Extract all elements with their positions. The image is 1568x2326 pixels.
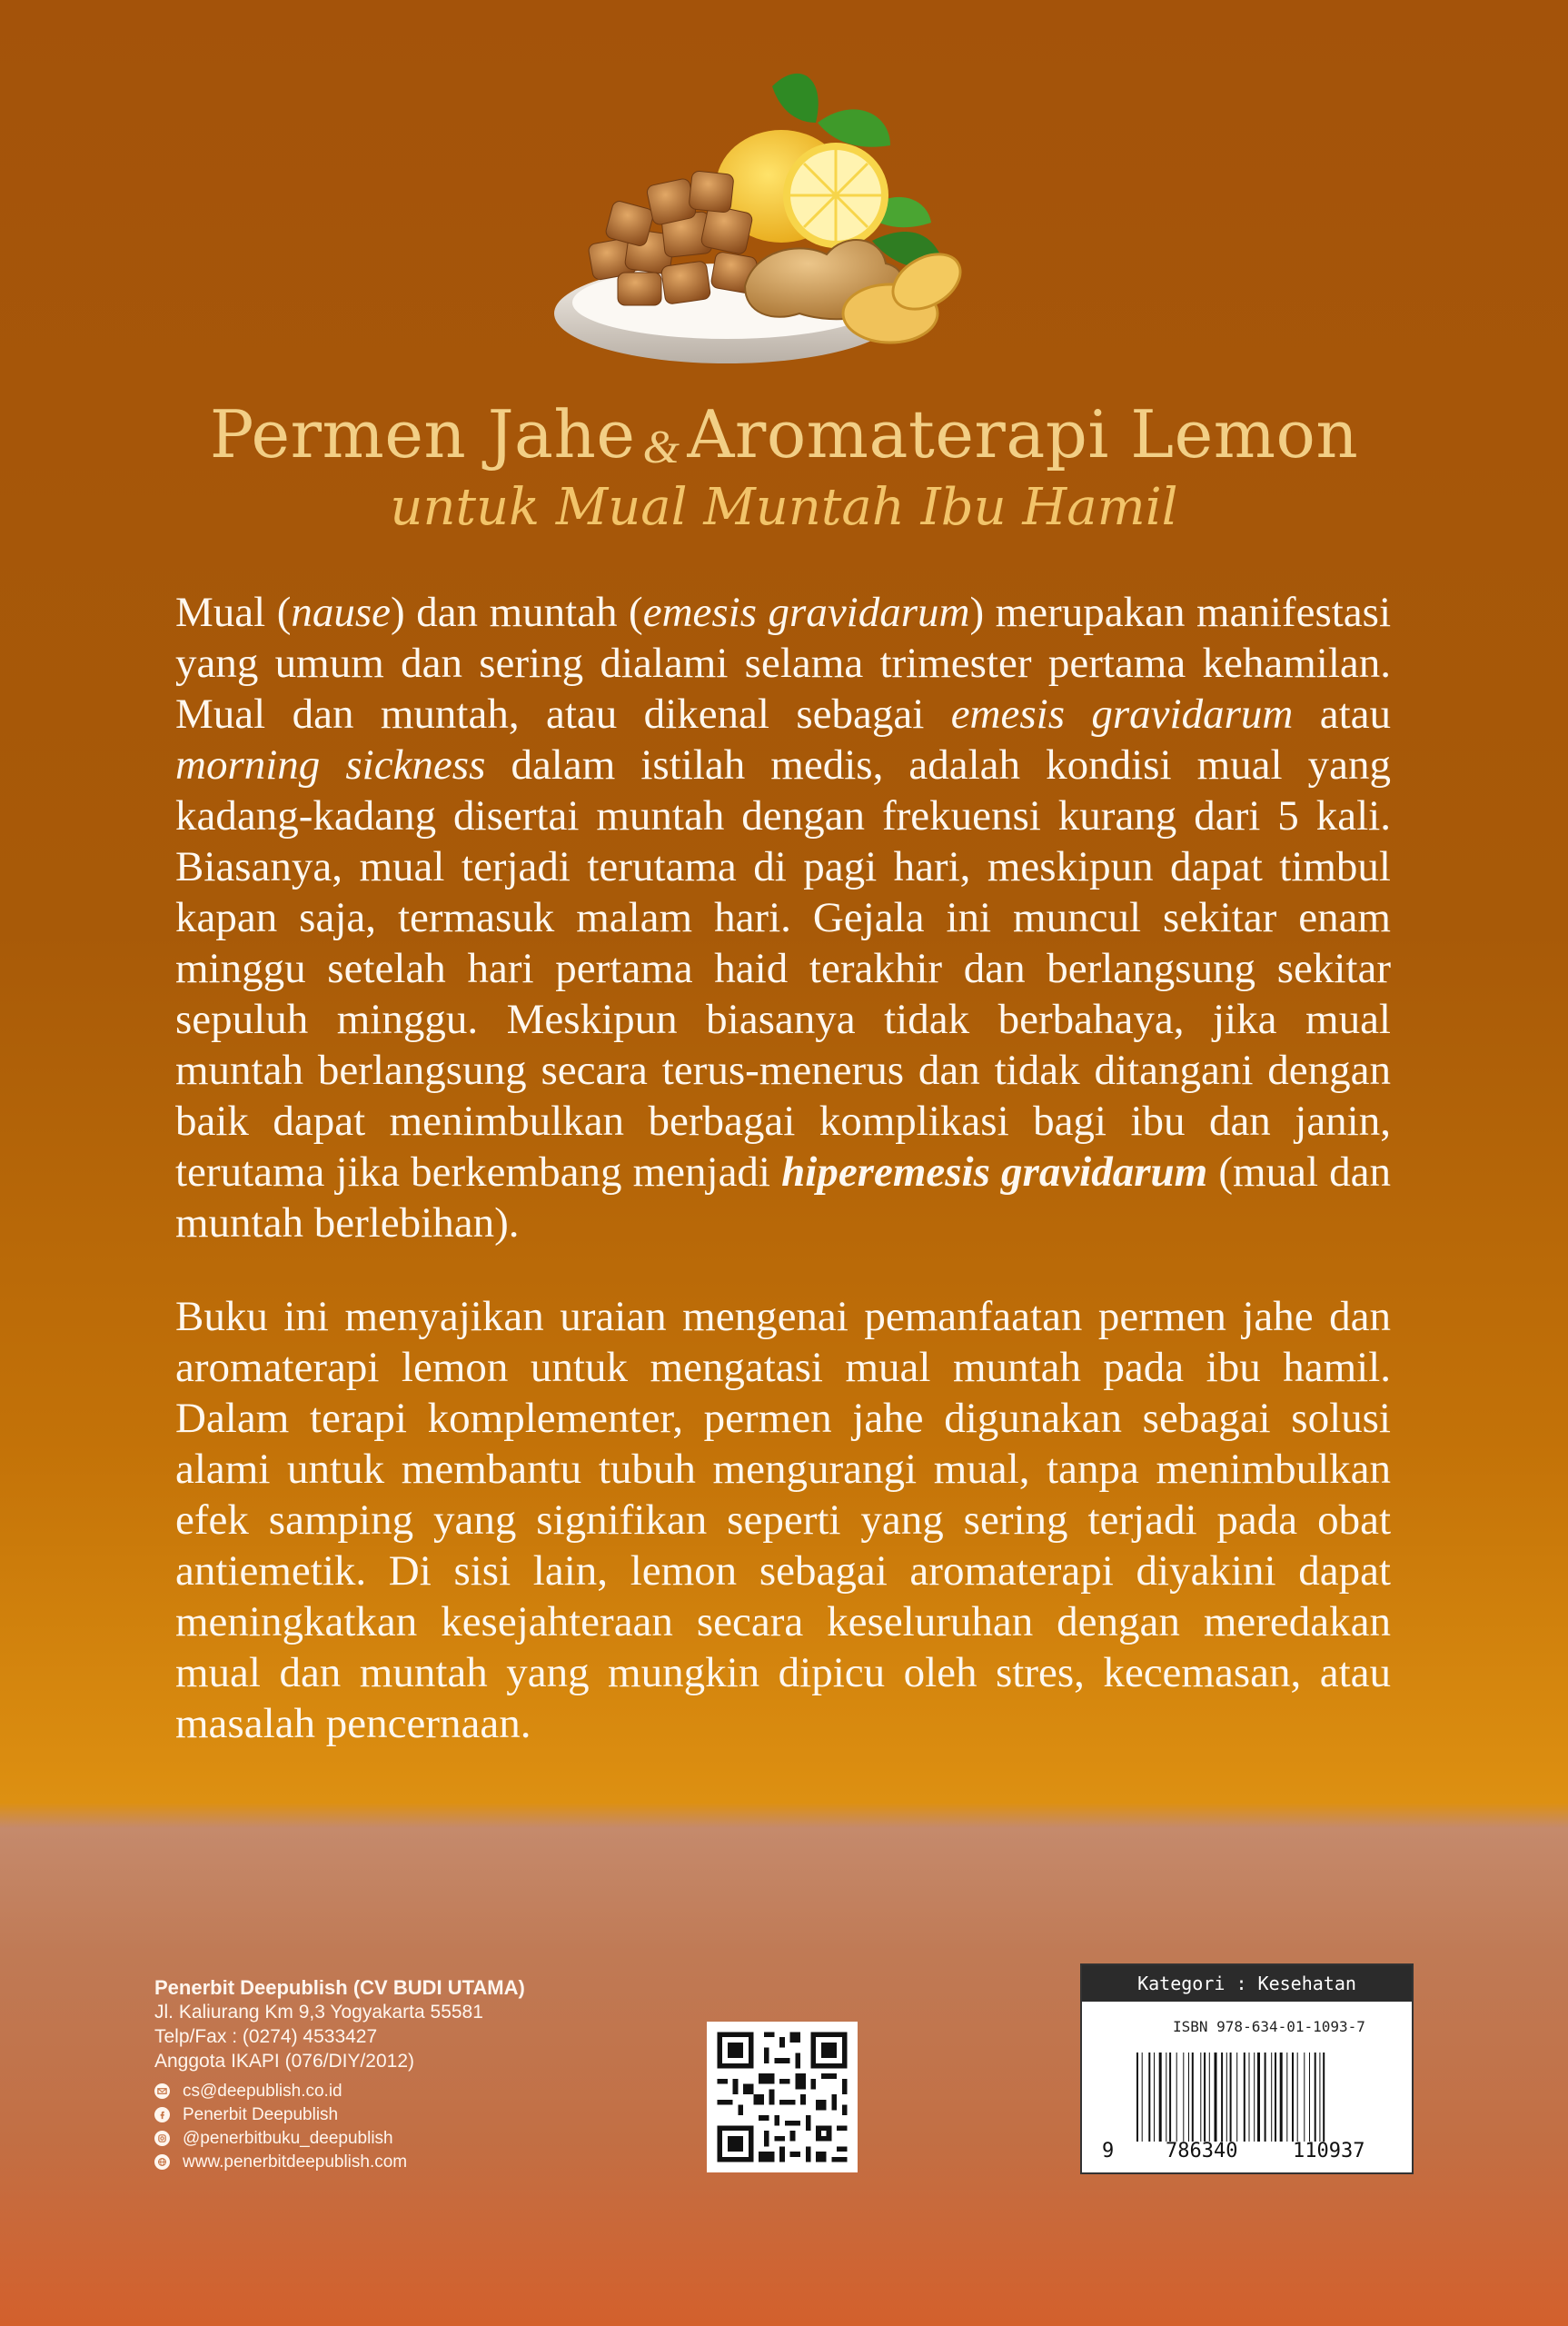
barcode-bar	[1319, 2053, 1320, 2142]
barcode-bar	[1309, 2053, 1310, 2142]
barcode-bar	[1230, 2053, 1232, 2142]
barcode-bar	[1200, 2053, 1201, 2142]
barcode-bar	[1304, 2053, 1305, 2142]
publisher-address: Jl. Kaliurang Km 9,3 Yogyakarta 55581	[154, 2002, 483, 2023]
contact-instagram	[154, 2126, 525, 2150]
instagram-icon	[154, 2131, 170, 2146]
paragraph-1-segment: hiperemesis gravidarum	[781, 1148, 1208, 1196]
barcode-bar	[1209, 2053, 1210, 2142]
instagram-text: @penerbitbuku_deepublish	[183, 2128, 393, 2148]
contact-facebook	[154, 2102, 525, 2126]
barcode-bar	[1236, 2053, 1237, 2142]
paragraph-1-segment: ) merupakan manifestasi yang umum dan sering dialami selama trimester pertama kehamilan. Mual dan muntah, atau dikenal sebagai	[175, 589, 1391, 738]
facebook-icon	[154, 2107, 170, 2122]
globe-icon	[154, 2154, 170, 2170]
title-subtitle: untuk Mual Muntah Ibu Hamil	[390, 478, 1178, 537]
barcode-bar	[1188, 2053, 1189, 2142]
barcode-bar	[1315, 2053, 1316, 2142]
barcode-digits-left: 786340	[1166, 2140, 1238, 2162]
isbn-number: ISBN 978-634-01-1093-7	[1173, 2018, 1365, 2035]
synopsis-paragraph-2: Buku ini menyajikan uraian mengenai pemanfaatan permen jahe dan aromaterapi lemon untuk mengatasi mual muntah pada ibu hamil. Dalam terapi komplementer, permen jahe digunakan sebagai solusi alami untuk membantu tubuh mengurangi mual, tanpa menimbulkan efek samping yang signifikan seperti yang sering terjadi pada obat antiemetik. Di sisi lain, lemon sebagai aromaterapi diyakini dapat meningkatkan kesejahteraan secara keseluruhan dengan meredakan mual dan muntah yang mungkin dipicu oleh stres, kecemasan, atau masalah pencernaan.	[175, 1293, 1391, 1747]
barcode-bar	[1215, 2053, 1217, 2142]
barcode-icon	[1136, 2053, 1382, 2142]
barcode-bar	[1292, 2053, 1294, 2142]
barcode-bar	[1254, 2053, 1255, 2142]
publisher-membership: Anggota IKAPI (076/DIY/2012)	[154, 2051, 415, 2072]
ginger-lemon-illustration	[527, 59, 999, 395]
paragraph-1-segment: atau	[1293, 691, 1391, 738]
title-part2: Aromaterapi Lemon	[687, 396, 1359, 472]
barcode-bar	[1244, 2053, 1245, 2142]
barcode-bar	[1286, 2053, 1287, 2142]
barcode-bar	[1159, 2053, 1162, 2142]
paragraph-1-segment: dalam istilah medis, adalah kondisi mual yang kadang-kadang disertai muntah dengan frekuensi kurang dari 5 kali. Biasanya, mual terjadi terutama di pagi hari, meskipun dapat timbul kapan saja, termasuk malam hari. Gejala ini muncul sekitar enam minggu setelah hari pertama haid terakhir dan berlangsung sekitar sepuluh minggu. Meskipun biasanya tidak berbahaya, jika mual muntah berlangsung secara terus-menerus dan tidak ditangani dengan baik dapat menimbulkan berbagai komplikasi bagi ibu dan janin, terutama jika berkembang menjadi	[175, 741, 1391, 1196]
barcode-bar	[1323, 2053, 1325, 2142]
publisher-info	[154, 1975, 525, 2173]
barcode-bar	[1226, 2053, 1227, 2142]
email-icon	[154, 2083, 170, 2099]
isbn-barcode-box	[1080, 1963, 1414, 2174]
contact-email	[154, 2079, 525, 2102]
title-part1: Permen Jahe	[209, 396, 636, 472]
paragraph-1-segment: morning sickness	[175, 741, 486, 789]
barcode-bar	[1297, 2053, 1298, 2142]
paragraph-1-segment: nause	[291, 589, 392, 636]
title-main	[0, 391, 1568, 492]
barcode-bar	[1265, 2053, 1266, 2142]
category-label: Kategori : Kesehatan	[1082, 1965, 1412, 2002]
title-ampersand: &	[642, 422, 680, 473]
facebook-text: Penerbit Deepublish	[183, 2104, 339, 2124]
barcode-bar	[1148, 2053, 1150, 2142]
book-title	[0, 391, 1568, 537]
paragraph-1-segment: (mual dan muntah berlebihan).	[175, 1148, 1391, 1247]
barcode-bar	[1204, 2053, 1206, 2142]
publisher-name: Penerbit Deepublish (CV BUDI UTAMA)	[154, 1976, 525, 1999]
barcode-bar	[1154, 2053, 1155, 2142]
barcode-bar	[1192, 2053, 1194, 2142]
email-text: cs@deepublish.co.id	[183, 2081, 342, 2101]
barcode-bar	[1275, 2053, 1276, 2142]
barcode-bar	[1257, 2053, 1260, 2142]
paragraph-1-segment: emesis gravidarum	[950, 691, 1294, 738]
barcode-bar	[1249, 2053, 1250, 2142]
publisher-phone: Telp/Fax : (0274) 4533427	[154, 2026, 378, 2047]
barcode-bar	[1176, 2053, 1177, 2142]
barcode-bar	[1142, 2053, 1143, 2142]
synopsis-paragraph-1	[175, 587, 1391, 1248]
paragraph-1-segment: ) dan muntah (	[391, 589, 643, 636]
barcode-digits-right: 110937	[1293, 2140, 1365, 2162]
qr-code-icon[interactable]	[707, 2022, 858, 2172]
barcode-bar	[1169, 2053, 1171, 2142]
barcode-bar	[1280, 2053, 1283, 2142]
contact-website	[154, 2150, 525, 2173]
barcode-bar	[1271, 2053, 1272, 2142]
barcode-digit-first: 9	[1102, 2140, 1115, 2162]
paragraph-1-segment: emesis gravidarum	[642, 589, 970, 636]
paragraph-1-segment: Mual (	[175, 589, 292, 636]
website-text: www.penerbitdeepublish.com	[183, 2152, 408, 2172]
publisher-contacts	[154, 2079, 525, 2173]
barcode-bar	[1221, 2053, 1223, 2142]
barcode-bar	[1136, 2053, 1138, 2142]
barcode-bar	[1183, 2053, 1184, 2142]
